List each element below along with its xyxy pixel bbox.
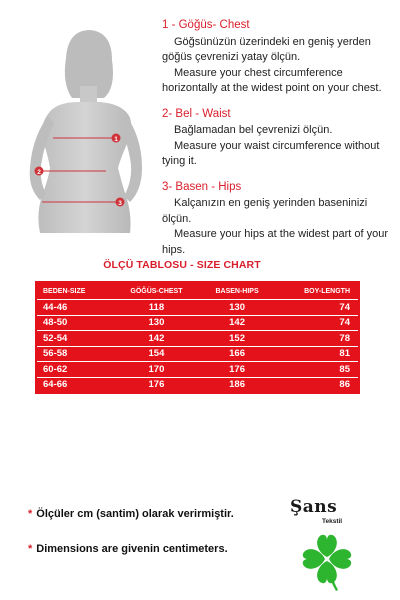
- table-row: [37, 316, 358, 332]
- cell-hips: 176: [200, 362, 274, 378]
- table-row: [37, 300, 358, 316]
- hips-marker-number: 3: [118, 200, 122, 207]
- waist-marker-number: 2: [37, 169, 41, 176]
- cell-length: 81: [274, 347, 358, 363]
- table-row: [37, 362, 358, 378]
- cell-chest: 118: [113, 300, 200, 316]
- chest-text-en: Measure your chest circumference horizontally at the widest point on your chest.: [162, 66, 382, 94]
- header-chest: GÖĞÜS-CHEST: [113, 283, 200, 300]
- brand-logo: [290, 497, 370, 597]
- chest-marker-number: 1: [114, 136, 118, 143]
- body-silhouette-figure: [8, 18, 163, 248]
- chest-instruction: [162, 18, 394, 97]
- brand-subtitle: Tekstil: [322, 518, 343, 525]
- cell-chest: 130: [113, 316, 200, 332]
- note-star: *: [28, 543, 33, 555]
- cell-hips: 142: [200, 316, 274, 332]
- hips-instruction: [162, 180, 394, 259]
- cell-chest: 154: [113, 347, 200, 363]
- measurement-instructions: [162, 18, 394, 268]
- chest-text-tr: Göğsünüzün üzerindeki en geniş yerden göğüs çevrenizi yatay ölçün.: [162, 35, 371, 63]
- cell-size: 52-54: [37, 331, 113, 347]
- cell-size: 48-50: [37, 316, 113, 332]
- brand-name: Şans: [290, 497, 338, 517]
- table-row: [37, 378, 358, 393]
- cell-chest: 170: [113, 362, 200, 378]
- header-hips: BASEN-HIPS: [200, 283, 274, 300]
- silhouette-illustration: [8, 18, 163, 248]
- cell-length: 74: [274, 300, 358, 316]
- cell-length: 86: [339, 379, 350, 391]
- size-chart-table: [35, 281, 360, 394]
- table-row: [37, 347, 358, 363]
- note-turkish-text: Ölçüler cm (santim) olarak verirmiştir.: [36, 508, 234, 520]
- silhouette-torso: [38, 102, 131, 233]
- table-row: [37, 331, 358, 347]
- note-english-text: Dimensions are givenin centimeters.: [36, 543, 228, 555]
- cell-length: 85: [274, 362, 358, 378]
- cell-chest: 142: [113, 331, 200, 347]
- waist-instruction: [162, 107, 394, 170]
- waist-heading: 2- Bel - Waist: [162, 107, 231, 120]
- size-chart-title-wrap: [0, 259, 400, 271]
- note-star: *: [28, 508, 33, 520]
- note-english: [28, 543, 228, 555]
- cell-length: 74: [274, 316, 358, 332]
- waist-text-en: Measure your waist circumference without tying it.: [162, 139, 380, 167]
- hips-text-en: Measure your hips at the widest part of your hips.: [162, 228, 388, 256]
- cell-hips: 186: [229, 379, 245, 391]
- cell-hips: 152: [200, 331, 274, 347]
- hips-text-tr: Kalçanızın en geniş yerinden baseninizi ölçün.: [162, 197, 368, 225]
- note-turkish: [28, 508, 234, 520]
- cell-size: 56-58: [37, 347, 113, 363]
- cell-hips: 166: [200, 347, 274, 363]
- header-size: BEDEN-SIZE: [37, 283, 113, 300]
- cell-size: 64-66: [43, 379, 68, 391]
- cell-size: 60-62: [37, 362, 113, 378]
- cell-length: 78: [274, 331, 358, 347]
- table-header-row: [37, 283, 358, 300]
- cell-size: 44-46: [37, 300, 113, 316]
- four-leaf-clover-icon: [296, 527, 358, 593]
- header-length: BOY-LENGTH: [274, 283, 358, 300]
- size-chart-title: ÖLÇÜ TABLOSU - SIZE CHART: [103, 259, 261, 271]
- cell-hips: 130: [200, 300, 274, 316]
- chest-heading: 1 - Göğüs- Chest: [162, 19, 250, 31]
- cell-chest: 176: [148, 379, 165, 391]
- waist-text-tr: Bağlamadan bel çevrenizi ölçün.: [174, 124, 333, 136]
- hips-heading: 3- Basen - Hips: [162, 180, 242, 193]
